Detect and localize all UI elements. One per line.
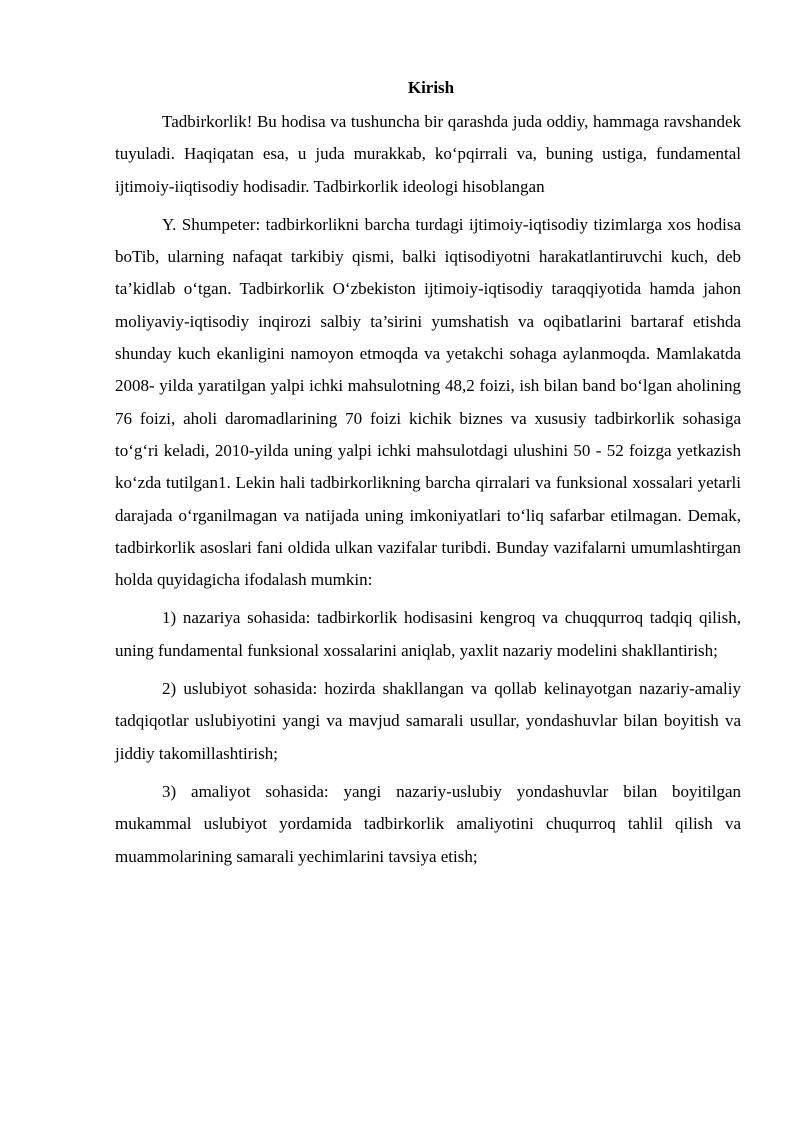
page-title: Kirish xyxy=(407,78,455,97)
document-page xyxy=(115,76,741,879)
paragraph-theory: 1) nazariya sohasida: tadbirkorlik hodisasini kengroq va chuqqurroq tadqiq qilish, uning fundamental funksional xossalarini aniqlab, yaxlit nazariy modelini shakllantirish; xyxy=(115,608,741,660)
paragraph-methodology: 2) uslubiyot sohasida: hozirda shakllangan va qollab kelinayotgan nazariy-amaliy tadqiqotlar uslubiyotini yangi va mavjud samarali usullar, yondashuvlar bilan boyitish va jiddiy takomillashtirish; xyxy=(115,679,741,763)
paragraph-practice: 3) amaliyot sohasida: yangi nazariy-uslubiy yondashuvlar bilan boyitilgan mukammal uslubiyot yordamida tadbirkorlik amaliyotini chuqurroq tahlil qilish va muammolarining samarali yechimlarini tavsiya etish; xyxy=(115,781,741,866)
paragraph-shumpeter: Y. Shumpeter: tadbirkorlikni barcha turdagi ijtimoiy-iqtisodiy tizimlarga xos hodisa boTib, ularning nafaqat tarkibiy qismi, balki iqtisodiyotni harakatlantiruvchi kuch, deb ta’kidlab o‘tgan. Tadbirkorlik O‘zbekiston ijtimoiy-iqtisodiy taraqqiyotida hamda jahon moliyaviy-iqtisodiy inqirozi salbiy ta’sirini yumshatish va oqibatlarini bartaraf etishda shunday kuch ekanligini namoyon etmoqda va yetakchi sohaga aylanmoqda. Mamlakatda 2008- yilda yaratilgan yalpi ichki mahsulotning 48,2 foizi, ish bilan band bo‘lgan aholining 76 foizi, aholi daromadlarining 70 foizi kichik biznes va xususiy tadbirkorlik sohasiga to‘g‘ri keladi, 2010-yilda uning yalpi ichki mahsulotdagi ulushini 50 - 52 foizga yetkazish ko‘zda tutilgan1. Lekin hali tadbirkorlikning barcha qirralari va funksional xossalari yetarli darajada o‘rganilmagan va natijada uning imkoniyatlari to‘liq safarbar etilmagan. Demak, tadbirkorlik asoslari fani oldida ulkan vazifalar turibdi. Bunday vazifalarni umumlashtirgan holda quyidagicha ifodalash mumkin: xyxy=(115,214,741,590)
paragraph-intro: Tadbirkorlik! Bu hodisa va tushuncha bir qarashda juda oddiy, hammaga ravshandek tuyuladi. Haqiqatan esa, u juda murakkab, ko‘pqirrali va, buning ustiga, fundamental ijtimoiy-iiqtisodiy hodisadir. Tadbirkorlik ideologi hisoblangan xyxy=(115,112,741,196)
